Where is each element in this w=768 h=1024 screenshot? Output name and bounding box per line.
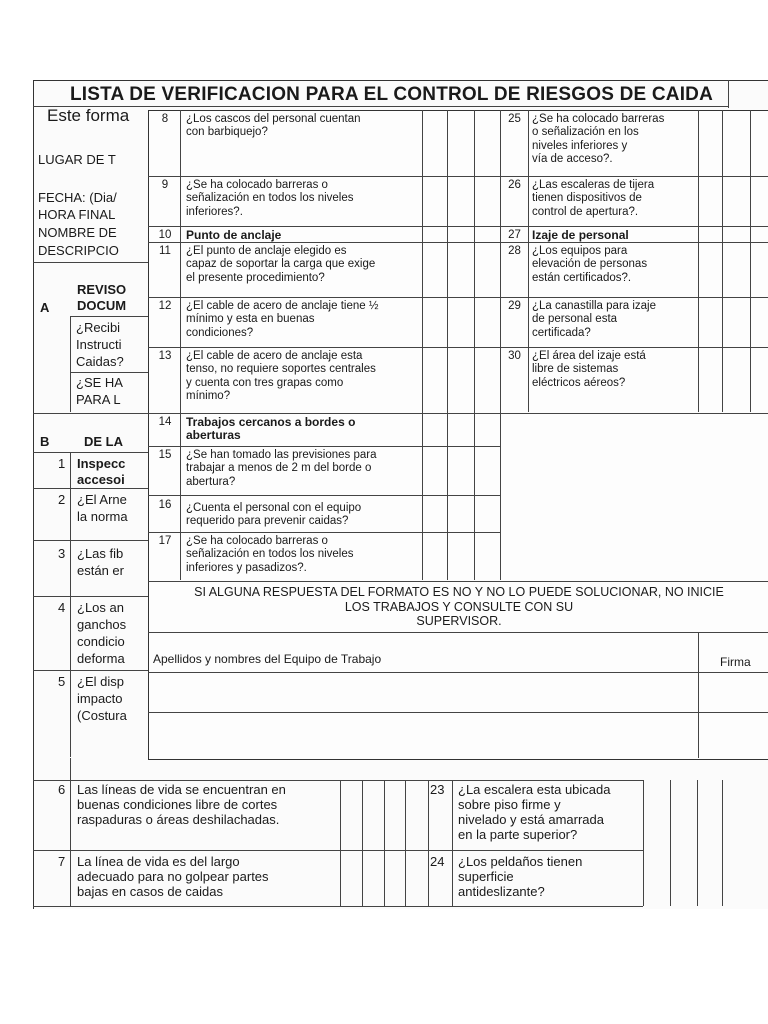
se-ha-text-2: PARA L [76, 392, 121, 407]
title-divider [33, 106, 728, 107]
row-2-number: 2 [58, 492, 66, 507]
question-15-number: 15 [158, 449, 172, 461]
row-24-text: ¿Los peldaños tienen superficie antideslizante? [458, 854, 583, 899]
question-28-number: 28 [508, 245, 521, 257]
section-izaje-de-personal: Izaje de personal [532, 228, 629, 242]
row-3-text: ¿Las fib [77, 546, 124, 561]
section-punto-de-anclaje: Punto de anclaje [186, 228, 282, 242]
section-trabajos-cercanos: Trabajos cercanos a bordes o aberturas [186, 415, 356, 443]
recibio-text-2: Instructi [76, 337, 122, 352]
question-13-text: ¿El cable de acero de anclaje esta tenso, no requiere soportes centrales y cuenta con tres grapas como mínimo? [186, 350, 376, 403]
question-16-number: 16 [158, 499, 172, 511]
row-1-number: 1 [58, 456, 66, 471]
row-1-text: Inspecc [77, 456, 126, 471]
row-2-text: ¿El Arne [77, 492, 127, 507]
row-5-text-3: (Costura [77, 708, 127, 723]
row-4-text-2: ganchos [77, 617, 127, 632]
question-25-text: ¿Se ha colocado barreras o señalización en los niveles inferiores y vía de acceso?. [532, 113, 665, 166]
question-9-number: 9 [161, 179, 169, 191]
title-right-border [728, 80, 729, 108]
row-1-text-2: accesoi [77, 472, 125, 487]
question-17-text: ¿Se ha colocado barreras o señalización en todos los niveles inferiores y pasadizos?. [186, 535, 354, 574]
team-names-header: Apellidos y nombres del Equipo de Trabajo [153, 652, 382, 666]
form-title: LISTA DE VERIFICACION PARA EL CONTROL DE RIESGOS DE CAIDA [70, 84, 714, 105]
supervisor-notice: SI ALGUNA RESPUESTA DEL FORMATO ES NO Y NO LO PUEDE SOLUCIONAR, NO INICIE LOS TRABAJOS Y CONSULTE CON SU SUPERVISOR. [194, 585, 724, 628]
lugar-label: LUGAR DE T [38, 152, 116, 167]
question-30-number: 30 [508, 350, 521, 362]
row-3-number: 3 [58, 546, 66, 561]
se-ha-text: ¿SE HA [76, 375, 123, 390]
row-4-text-4: deforma [77, 651, 125, 666]
descripcion-label: DESCRIPCIO [38, 243, 119, 258]
question-9-text: ¿Se ha colocado barreras o señalización en todos los niveles inferiores?. [186, 179, 354, 218]
question-15-text: ¿Se han tomado las previsiones para trabajar a menos de 2 m del borde o abertura? [186, 449, 377, 488]
nombre-label: NOMBRE DE [38, 225, 117, 240]
question-25-number: 25 [508, 113, 521, 125]
row-7-text: La línea de vida es del largo adecuado para no golpear partes bajas en casos de caidas [77, 854, 269, 899]
question-10-number: 10 [158, 229, 172, 241]
row-23-number: 23 [430, 782, 445, 797]
question-27-number: 27 [508, 229, 521, 241]
question-14-number: 14 [158, 416, 172, 428]
question-17-number: 17 [158, 535, 172, 547]
row-23-text: ¿La escalera esta ubicada sobre piso firme y nivelado y está amarrada en la parte superior? [458, 782, 611, 842]
row-3-text-2: están er [77, 563, 124, 578]
question-26-text: ¿Las escaleras de tijera tienen dispositivos de control de apertura?. [532, 179, 655, 218]
question-8-text: ¿Los cascos del personal cuentan con barbiquejo? [186, 113, 361, 139]
recibio-text-3: Caidas? [76, 354, 124, 369]
row-7-number: 7 [58, 854, 66, 869]
recibio-text: ¿Recibi [76, 320, 121, 335]
section-b-label: B [40, 434, 50, 449]
row-2-text-2: la norma [77, 509, 128, 524]
row-4-number: 4 [58, 600, 66, 615]
row-5-text: ¿El disp [77, 674, 124, 689]
question-26-number: 26 [508, 179, 521, 191]
signature-header: Firma [720, 655, 751, 669]
row-5-text-2: impacto [77, 691, 123, 706]
row-24-number: 24 [430, 854, 445, 869]
question-29-text: ¿La canastilla para izaje de personal esta certificada? [532, 300, 657, 339]
row-4-text: ¿Los an [77, 600, 124, 615]
question-11-number: 11 [159, 245, 171, 257]
row-5-number: 5 [58, 674, 66, 689]
row-4-text-3: condicio [77, 634, 125, 649]
question-12-number: 12 [158, 300, 172, 312]
fecha-label: FECHA: (Dia/ [38, 190, 117, 205]
revision-label-2: DOCUM [77, 298, 127, 313]
question-13-number: 13 [158, 350, 172, 362]
question-16-text: ¿Cuenta el personal con el equipo requerido para prevenir caidas? [186, 502, 362, 528]
section-a-label: A [40, 300, 50, 315]
revision-label: REVISO [77, 282, 127, 297]
form-intro-text: Este forma [47, 106, 130, 125]
hora-label: HORA FINAL [38, 207, 116, 222]
question-30-text: ¿El área del izaje está libre de sistemas eléctricos aéreos? [532, 350, 646, 389]
question-12-text: ¿El cable de acero de anclaje tiene ½ mínimo y esta en buenas condiciones? [186, 300, 379, 339]
question-28-text: ¿Los equipos para elevación de personas están certificados?. [532, 245, 648, 284]
section-b-title: DE LA [84, 434, 123, 449]
question-11-text: ¿El punto de anclaje elegido es capaz de soportar la carga que exige el presente procedimiento? [186, 245, 376, 284]
question-29-number: 29 [508, 300, 521, 312]
question-8-number: 8 [161, 113, 169, 125]
row-6-number: 6 [58, 782, 66, 797]
row-6-text: Las líneas de vida se encuentran en buenas condiciones libre de cortes raspaduras o áreas deshilachadas. [77, 782, 286, 827]
